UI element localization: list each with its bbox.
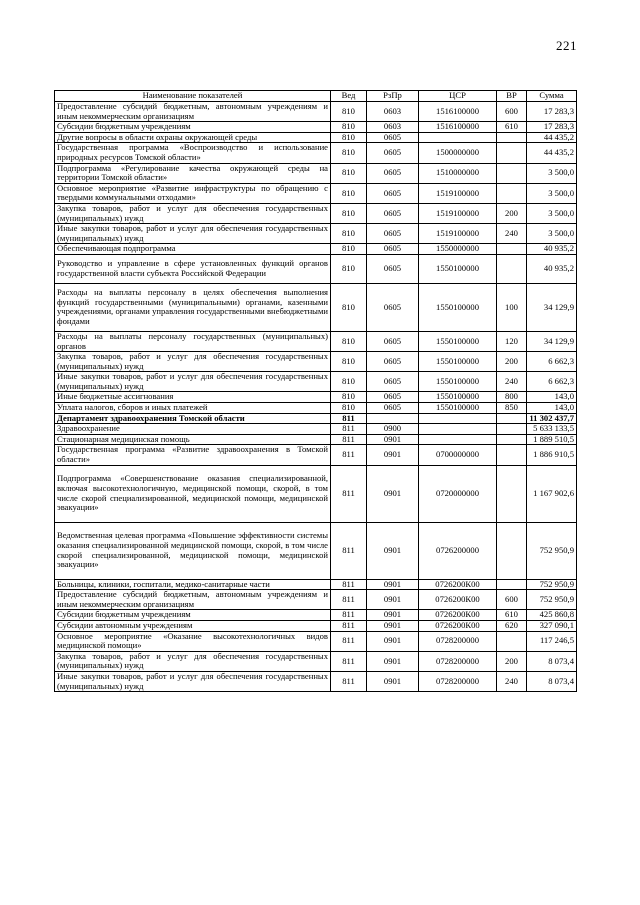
cell-name: Департамент здравоохранения Томской области (55, 413, 331, 424)
cell-sum: 1 886 910,5 (527, 445, 577, 465)
table-row (55, 522, 577, 579)
col-header-csr: ЦСР (419, 91, 497, 102)
cell-name: Предоставление субсидий бюджетным, автономным учреждениям и иным некоммерческим организациям (55, 590, 331, 610)
cell-sum: 5 633 133,5 (527, 424, 577, 435)
cell-vr: 610 (497, 610, 527, 621)
cell-ved: 811 (331, 610, 367, 621)
table-row (55, 590, 577, 610)
table-row (55, 392, 577, 403)
cell-csr: 1510000000 (419, 163, 497, 183)
cell-csr: 1519100000 (419, 203, 497, 223)
cell-rzpr: 0605 (367, 132, 419, 143)
cell-csr: 0728200000 (419, 631, 497, 651)
cell-sum: 143,0 (527, 403, 577, 414)
cell-csr: 1516100000 (419, 122, 497, 133)
cell-csr: 1550100000 (419, 283, 497, 331)
cell-csr: 1500000000 (419, 143, 497, 163)
cell-vr (497, 522, 527, 579)
cell-rzpr: 0901 (367, 610, 419, 621)
cell-csr: 0728200000 (419, 651, 497, 671)
cell-name: Закупка товаров, работ и услуг для обеспечения государственных (муниципальных) нужд (55, 651, 331, 671)
cell-name: Закупка товаров, работ и услуг для обеспечения государственных (муниципальных) нужд (55, 352, 331, 372)
cell-vr: 600 (497, 102, 527, 122)
cell-vr (497, 143, 527, 163)
cell-rzpr (367, 413, 419, 424)
table-row (55, 445, 577, 465)
cell-rzpr: 0605 (367, 224, 419, 244)
cell-vr (497, 579, 527, 590)
cell-vr (497, 163, 527, 183)
cell-sum: 8 073,4 (527, 651, 577, 671)
cell-ved: 810 (331, 283, 367, 331)
cell-vr: 240 (497, 224, 527, 244)
table-row (55, 434, 577, 445)
cell-ved: 811 (331, 631, 367, 651)
cell-name: Здравоохранение (55, 424, 331, 435)
table-row (55, 424, 577, 435)
table-row (55, 102, 577, 122)
cell-rzpr: 0605 (367, 143, 419, 163)
cell-sum: 1 889 510,5 (527, 434, 577, 445)
cell-vr (497, 132, 527, 143)
cell-rzpr: 0901 (367, 465, 419, 522)
cell-vr (497, 244, 527, 255)
cell-sum: 3 500,0 (527, 183, 577, 203)
cell-csr: 1550100000 (419, 392, 497, 403)
cell-name: Подпрограмма «Регулирование качества окружающей среды на территории Томской области» (55, 163, 331, 183)
cell-csr: 1550100000 (419, 352, 497, 372)
cell-rzpr: 0901 (367, 445, 419, 465)
cell-vr: 200 (497, 203, 527, 223)
cell-csr: 1550100000 (419, 372, 497, 392)
cell-sum: 3 500,0 (527, 203, 577, 223)
table-row (55, 403, 577, 414)
cell-vr: 240 (497, 372, 527, 392)
table-row (55, 579, 577, 590)
cell-name: Стационарная медицинская помощь (55, 434, 331, 445)
cell-csr: 0720000000 (419, 465, 497, 522)
cell-ved: 810 (331, 102, 367, 122)
cell-ved: 811 (331, 579, 367, 590)
cell-sum: 327 090,1 (527, 621, 577, 632)
cell-vr (497, 434, 527, 445)
cell-rzpr: 0605 (367, 283, 419, 331)
cell-sum: 117 246,5 (527, 631, 577, 651)
cell-sum: 44 435,2 (527, 132, 577, 143)
cell-ved: 811 (331, 434, 367, 445)
cell-ved: 810 (331, 203, 367, 223)
cell-rzpr: 0901 (367, 522, 419, 579)
cell-csr: 1550000000 (419, 244, 497, 255)
cell-name: Иные закупки товаров, работ и услуг для обеспечения государственных (муниципальных) нужд (55, 224, 331, 244)
cell-rzpr: 0605 (367, 254, 419, 283)
cell-vr (497, 631, 527, 651)
cell-sum: 44 435,2 (527, 143, 577, 163)
col-header-vr: ВР (497, 91, 527, 102)
table-body (55, 102, 577, 692)
cell-rzpr: 0901 (367, 671, 419, 691)
cell-csr: 0700000000 (419, 445, 497, 465)
cell-csr (419, 413, 497, 424)
cell-sum: 17 283,3 (527, 102, 577, 122)
col-header-ved: Вед (331, 91, 367, 102)
cell-name: Субсидии бюджетным учреждениям (55, 122, 331, 133)
cell-csr: 0726200К00 (419, 621, 497, 632)
table-row (55, 372, 577, 392)
col-header-rzpr: РзПр (367, 91, 419, 102)
table-row (55, 203, 577, 223)
cell-sum: 143,0 (527, 392, 577, 403)
table-row (55, 631, 577, 651)
cell-sum: 40 935,2 (527, 254, 577, 283)
cell-name: Расходы на выплаты персоналу государственных (муниципальных) органов (55, 331, 331, 351)
cell-csr (419, 424, 497, 435)
cell-sum: 425 860,8 (527, 610, 577, 621)
cell-name: Иные закупки товаров, работ и услуг для обеспечения государственных (муниципальных) нужд (55, 372, 331, 392)
cell-name: Иные бюджетные ассигнования (55, 392, 331, 403)
cell-rzpr: 0605 (367, 372, 419, 392)
cell-rzpr: 0901 (367, 631, 419, 651)
col-header-name: Наименование показателей (55, 91, 331, 102)
cell-sum: 3 500,0 (527, 224, 577, 244)
cell-ved: 810 (331, 244, 367, 255)
table-row (55, 651, 577, 671)
cell-name: Основное мероприятие «Развитие инфраструктуры по обращению с твердыми коммунальными отходами» (55, 183, 331, 203)
cell-ved: 810 (331, 331, 367, 351)
cell-vr (497, 465, 527, 522)
cell-ved: 811 (331, 671, 367, 691)
cell-rzpr: 0605 (367, 403, 419, 414)
cell-vr: 200 (497, 352, 527, 372)
cell-vr: 800 (497, 392, 527, 403)
cell-csr: 1519100000 (419, 224, 497, 244)
cell-ved: 810 (331, 143, 367, 163)
cell-ved: 811 (331, 621, 367, 632)
cell-ved: 811 (331, 445, 367, 465)
cell-ved: 811 (331, 465, 367, 522)
cell-sum: 752 950,9 (527, 590, 577, 610)
cell-rzpr: 0605 (367, 244, 419, 255)
col-header-sum: Сумма (527, 91, 577, 102)
cell-vr (497, 183, 527, 203)
cell-ved: 810 (331, 224, 367, 244)
cell-sum: 17 283,3 (527, 122, 577, 133)
cell-rzpr: 0605 (367, 183, 419, 203)
cell-vr (497, 413, 527, 424)
cell-name: Руководство и управление в сфере установленных функций органов государственной власти субъекта Российской Федерации (55, 254, 331, 283)
cell-ved: 810 (331, 372, 367, 392)
table-row (55, 163, 577, 183)
cell-sum: 34 129,9 (527, 331, 577, 351)
page-number: 221 (556, 38, 577, 53)
table-row (55, 621, 577, 632)
cell-ved: 810 (331, 352, 367, 372)
cell-ved: 810 (331, 163, 367, 183)
cell-name: Расходы на выплаты персоналу в целях обеспечения выполнения функций государственными (муниципальными) органами, казенными учреждениями, органами управления государственными внебюджетными фондами (55, 283, 331, 331)
cell-vr (497, 445, 527, 465)
cell-name: Обеспечивающая подпрограмма (55, 244, 331, 255)
cell-sum: 6 662,3 (527, 372, 577, 392)
cell-ved: 811 (331, 413, 367, 424)
table-row (55, 331, 577, 351)
cell-sum: 8 073,4 (527, 671, 577, 691)
cell-vr: 610 (497, 122, 527, 133)
cell-ved: 810 (331, 132, 367, 143)
cell-rzpr: 0901 (367, 621, 419, 632)
cell-vr (497, 254, 527, 283)
cell-ved: 811 (331, 522, 367, 579)
cell-ved: 811 (331, 424, 367, 435)
cell-name: Государственная программа «Развитие здравоохранения в Томской области» (55, 445, 331, 465)
cell-rzpr: 0605 (367, 352, 419, 372)
cell-sum: 752 950,9 (527, 522, 577, 579)
cell-rzpr: 0900 (367, 424, 419, 435)
cell-vr: 120 (497, 331, 527, 351)
cell-name: Субсидии бюджетным учреждениям (55, 610, 331, 621)
cell-vr: 850 (497, 403, 527, 414)
cell-name: Уплата налогов, сборов и иных платежей (55, 403, 331, 414)
cell-name: Другие вопросы в области охраны окружающей среды (55, 132, 331, 143)
cell-name: Субсидии автономным учреждениям (55, 621, 331, 632)
cell-ved: 810 (331, 183, 367, 203)
cell-csr: 1550100000 (419, 403, 497, 414)
cell-rzpr: 0901 (367, 434, 419, 445)
cell-rzpr: 0605 (367, 163, 419, 183)
table-row (55, 132, 577, 143)
cell-sum: 34 129,9 (527, 283, 577, 331)
cell-vr: 620 (497, 621, 527, 632)
cell-ved: 810 (331, 254, 367, 283)
cell-sum: 752 950,9 (527, 579, 577, 590)
cell-csr: 0726200К00 (419, 579, 497, 590)
table-header-row (55, 91, 577, 102)
table-row (55, 122, 577, 133)
cell-csr: 0728200000 (419, 671, 497, 691)
cell-rzpr: 0901 (367, 651, 419, 671)
cell-vr: 100 (497, 283, 527, 331)
cell-name: Предоставление субсидий бюджетным, автономным учреждениям и иным некоммерческим организациям (55, 102, 331, 122)
cell-rzpr: 0605 (367, 392, 419, 403)
cell-ved: 810 (331, 122, 367, 133)
cell-rzpr: 0605 (367, 331, 419, 351)
cell-csr: 1550100000 (419, 331, 497, 351)
cell-sum: 1 167 902,6 (527, 465, 577, 522)
table-row (55, 671, 577, 691)
cell-vr (497, 424, 527, 435)
cell-vr: 200 (497, 651, 527, 671)
table-row (55, 183, 577, 203)
cell-csr: 0726200К00 (419, 590, 497, 610)
cell-rzpr: 0901 (367, 579, 419, 590)
cell-csr: 1519100000 (419, 183, 497, 203)
cell-csr: 0726200К00 (419, 610, 497, 621)
cell-csr: 1550100000 (419, 254, 497, 283)
cell-csr (419, 434, 497, 445)
cell-name: Основное мероприятие «Оказание высокотехнологичных видов медицинской помощи» (55, 631, 331, 651)
cell-rzpr: 0603 (367, 102, 419, 122)
table-row (55, 283, 577, 331)
cell-rzpr: 0605 (367, 203, 419, 223)
table-row (55, 610, 577, 621)
cell-sum: 3 500,0 (527, 163, 577, 183)
table-row (55, 254, 577, 283)
cell-name: Иные закупки товаров, работ и услуг для обеспечения государственных (муниципальных) нужд (55, 671, 331, 691)
cell-name: Ведомственная целевая программа «Повышение эффективности системы оказания специализированной медицинской помощи, скорой, в том числе скорой специализированной, медицинской помощи, медицинской эвакуации» (55, 522, 331, 579)
cell-name: Закупка товаров, работ и услуг для обеспечения государственных (муниципальных) нужд (55, 203, 331, 223)
cell-sum: 6 662,3 (527, 352, 577, 372)
cell-sum: 11 302 437,7 (527, 413, 577, 424)
cell-ved: 811 (331, 590, 367, 610)
cell-name: Государственная программа «Воспроизводство и использование природных ресурсов Томской области» (55, 143, 331, 163)
cell-vr: 240 (497, 671, 527, 691)
table-row (55, 352, 577, 372)
cell-csr (419, 132, 497, 143)
cell-name: Больницы, клиники, госпитали, медико-санитарные части (55, 579, 331, 590)
table-row (55, 413, 577, 424)
cell-ved: 811 (331, 651, 367, 671)
cell-ved: 810 (331, 392, 367, 403)
cell-vr: 600 (497, 590, 527, 610)
table-row (55, 143, 577, 163)
cell-ved: 810 (331, 403, 367, 414)
cell-sum: 40 935,2 (527, 244, 577, 255)
cell-rzpr: 0603 (367, 122, 419, 133)
cell-csr: 0726200000 (419, 522, 497, 579)
cell-name: Подпрограмма «Совершенствование оказания специализированной, включая высокотехнологичную, медицинской помощи, скорой, в том числе скорой специализированной, медицинской помощи, медицинской эвакуации» (55, 465, 331, 522)
table-row (55, 465, 577, 522)
table-row (55, 224, 577, 244)
budget-table (54, 90, 577, 692)
cell-rzpr: 0901 (367, 590, 419, 610)
table-row (55, 244, 577, 255)
cell-csr: 1516100000 (419, 102, 497, 122)
